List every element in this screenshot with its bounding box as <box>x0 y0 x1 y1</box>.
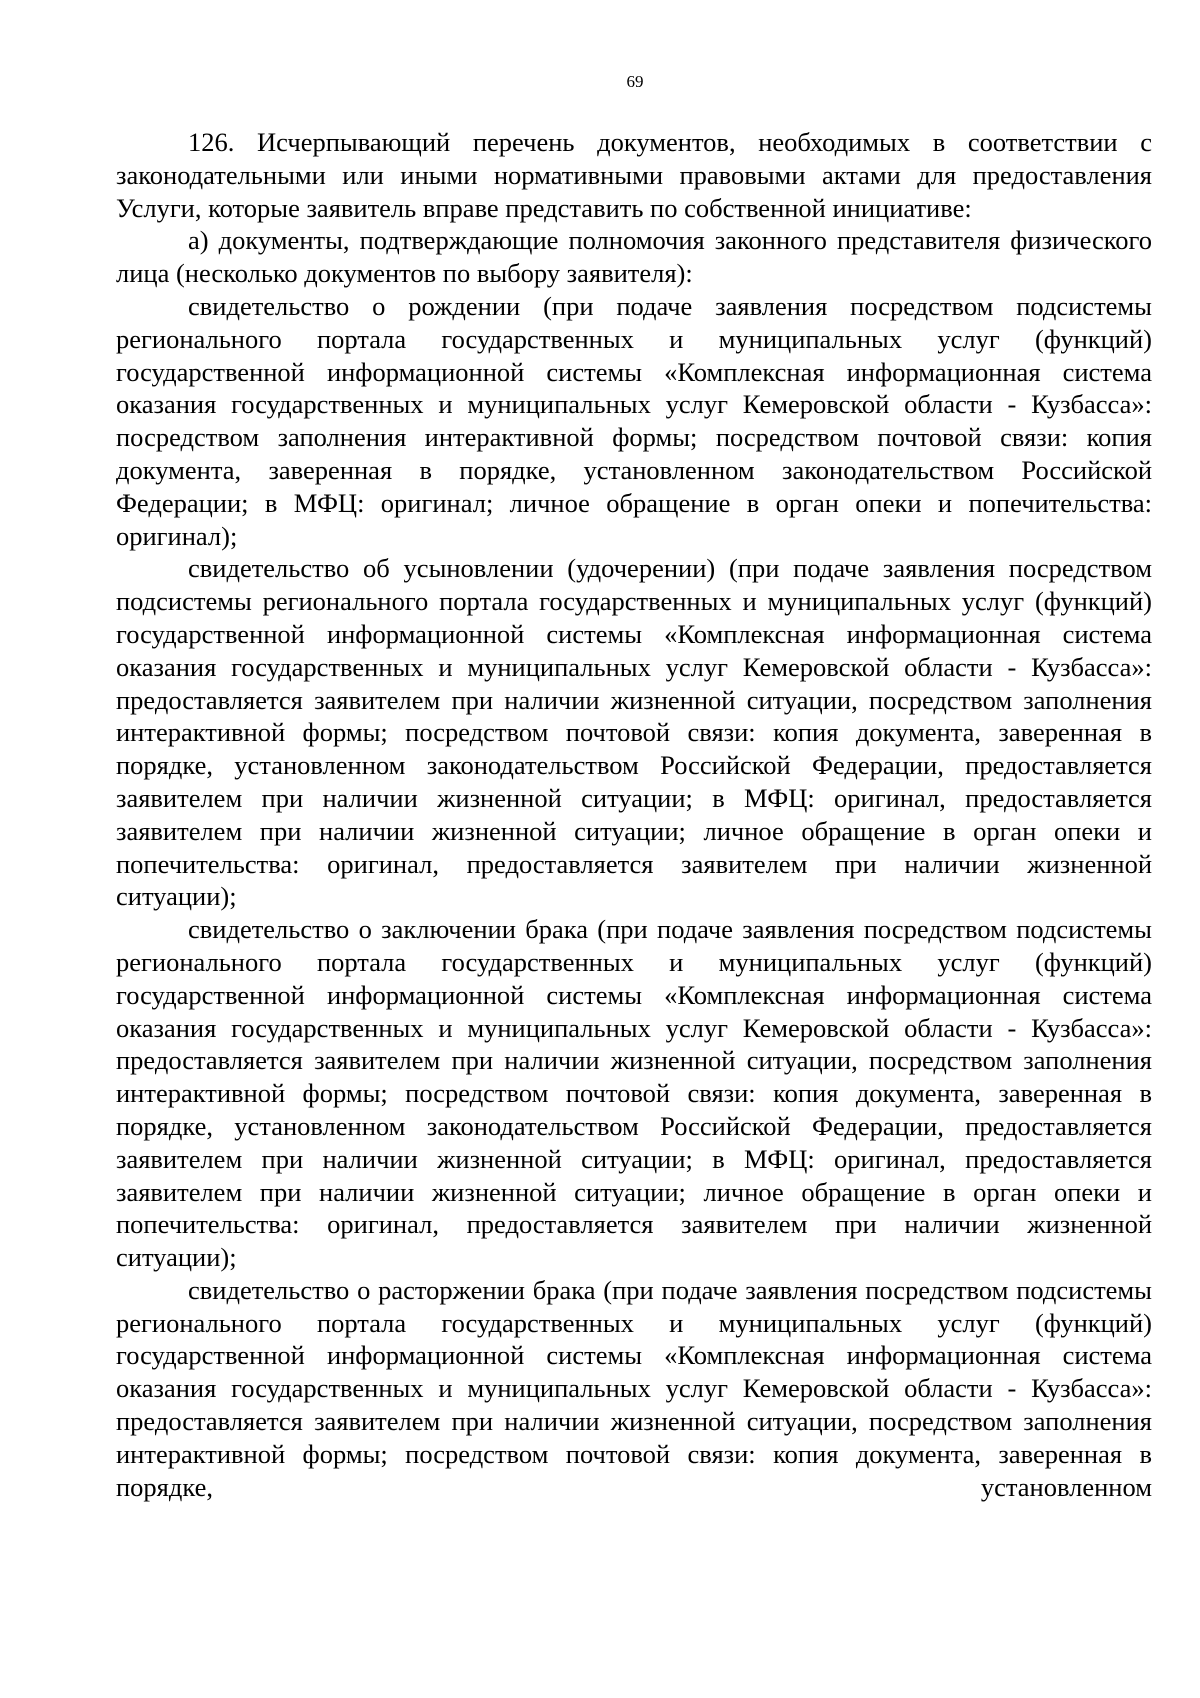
paragraph-subitem-a: а) документы, подтверждающие полномочия законного представителя физического лица (несколько документов по выбору заявителя): <box>116 225 1152 289</box>
paragraph-divorce-certificate: свидетельство о расторжении брака (при подаче заявления посредством подсистемы регионального портала государственных и муниципальных услуг (функций) государственной информационной системы «Комплексная информационная система оказания государственных и муниципальных услуг Кемеровской области - Кузбасса»: предоставляется заявителем при наличии жизненной ситуации, посредством заполнения интерактивной формы; посредством почтовой связи: копия документа, заверенная в порядке, установленном <box>116 1274 1152 1502</box>
document-body <box>116 126 1152 1503</box>
paragraph-birth-certificate: свидетельство о рождении (при подаче заявления посредством подсистемы регионального портала государственных и муниципальных услуг (функций) государственной информационной системы «Комплексная информационная система оказания государственных и муниципальных услуг Кемеровской области - Кузбасса»: посредством заполнения интерактивной формы; посредством почтовой связи: копия документа, заверенная в порядке, установленном законодательством Российской Федерации; в МФЦ: оригинал; личное обращение в орган опеки и попечительства: оригинал); <box>116 290 1152 551</box>
paragraph-adoption-certificate: свидетельство об усыновлении (удочерении) (при подаче заявления посредством подсистемы регионального портала государственных и муниципальных услуг (функций) государственной информационной системы «Комплексная информационная система оказания государственных и муниципальных услуг Кемеровской области - Кузбасса»: предоставляется заявителем при наличии жизненной ситуации, посредством заполнения интерактивной формы; посредством почтовой связи: копия документа, заверенная в порядке, установленном законодательством Российской Федерации, предоставляется заявителем при наличии жизненной ситуации; в МФЦ: оригинал, предоставляется заявителем при наличии жизненной ситуации; личное обращение в орган опеки и попечительства: оригинал, предоставляется заявителем при наличии жизненной ситуации); <box>116 553 1152 912</box>
paragraph-item-126: 126. Исчерпывающий перечень документов, необходимых в соответствии с законодательными или иными нормативными правовыми актами для предоставления Услуги, которые заявитель вправе представить по собственной инициативе: <box>116 127 1152 223</box>
paragraph-marriage-certificate: свидетельство о заключении брака (при подаче заявления посредством подсистемы регионального портала государственных и муниципальных услуг (функций) государственной информационной системы «Комплексная информационная система оказания государственных и муниципальных услуг Кемеровской области - Кузбасса»: предоставляется заявителем при наличии жизненной ситуации, посредством заполнения интерактивной формы; посредством почтовой связи: копия документа, заверенная в порядке, установленном законодательством Российской Федерации, предоставляется заявителем при наличии жизненной ситуации; в МФЦ: оригинал, предоставляется заявителем при наличии жизненной ситуации; личное обращение в орган опеки и попечительства: оригинал, предоставляется заявителем при наличии жизненной ситуации); <box>116 914 1152 1273</box>
page-number: 69 <box>626 72 644 91</box>
